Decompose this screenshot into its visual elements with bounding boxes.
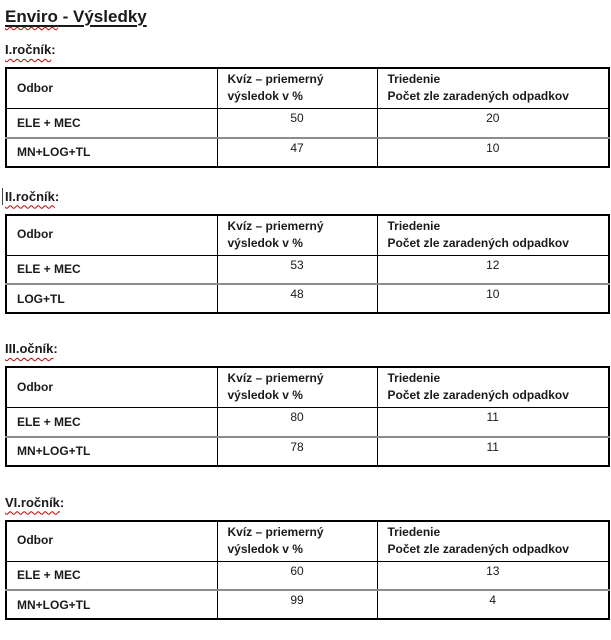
results-table-rocnik-2 bbox=[5, 214, 610, 315]
header-label: Kvíz – priemerný bbox=[227, 524, 324, 539]
header-label: Kvíz – priemerný bbox=[227, 72, 324, 86]
document-title[interactable] bbox=[5, 7, 611, 27]
header-label: výsledok v % bbox=[227, 89, 303, 103]
cell-quiz-value[interactable]: 50 bbox=[217, 109, 377, 138]
header-label: výsledok v % bbox=[227, 388, 303, 402]
section-heading-text: I.ročník bbox=[5, 42, 52, 57]
cell-quiz-value[interactable]: 48 bbox=[217, 284, 377, 313]
column-header-kviz[interactable] bbox=[217, 68, 377, 109]
table-row bbox=[6, 138, 609, 167]
cell-triedenie-value[interactable]: 13 bbox=[377, 561, 609, 590]
table-header-row bbox=[6, 215, 609, 256]
cell-triedenie-value[interactable]: 10 bbox=[377, 284, 609, 313]
cell-odbor[interactable]: MN+LOG+TL bbox=[6, 437, 217, 466]
header-label: Počet zle zaradených odpadkov bbox=[387, 388, 569, 402]
header-label: Odbor bbox=[17, 80, 53, 95]
column-header-kviz[interactable] bbox=[217, 367, 377, 408]
column-header-odbor[interactable] bbox=[6, 521, 217, 562]
column-header-kviz[interactable] bbox=[217, 215, 377, 256]
header-label: Počet zle zaradených odpadkov bbox=[387, 541, 569, 556]
cell-odbor[interactable]: ELE + MEC bbox=[6, 255, 217, 284]
section-heading-colon: : bbox=[59, 494, 65, 510]
table-row bbox=[6, 255, 609, 284]
cell-triedenie-value[interactable]: 11 bbox=[377, 437, 609, 466]
results-table-rocnik-4 bbox=[5, 520, 610, 621]
column-header-triedenie[interactable] bbox=[377, 68, 609, 109]
cell-odbor[interactable]: ELE + MEC bbox=[6, 109, 217, 138]
header-label: Triedenie bbox=[387, 524, 441, 539]
cell-quiz-value[interactable]: 99 bbox=[217, 590, 377, 619]
header-label: Triedenie bbox=[387, 72, 441, 86]
header-label: Kvíz – priemerný bbox=[227, 218, 324, 233]
table-row bbox=[6, 590, 609, 619]
section-heading-rocnik-3[interactable] bbox=[5, 341, 611, 357]
header-label: Kvíz – priemerný bbox=[227, 371, 324, 385]
column-header-odbor[interactable] bbox=[6, 68, 217, 109]
column-header-odbor[interactable] bbox=[6, 367, 217, 408]
column-header-triedenie[interactable] bbox=[377, 215, 609, 256]
table-header-row bbox=[6, 367, 609, 408]
section-heading-rocnik-1[interactable] bbox=[5, 42, 611, 58]
section-heading-text: III.očník bbox=[5, 341, 54, 356]
cell-odbor[interactable]: ELE + MEC bbox=[6, 561, 217, 590]
table-row bbox=[6, 561, 609, 590]
table-row bbox=[6, 284, 609, 313]
table-row bbox=[6, 408, 609, 437]
table-header-row bbox=[6, 68, 609, 109]
cell-triedenie-value[interactable]: 10 bbox=[377, 138, 609, 167]
header-label: Odbor bbox=[17, 533, 53, 547]
cell-quiz-value[interactable]: 60 bbox=[217, 561, 377, 590]
title-rest: - Výsledky bbox=[57, 7, 147, 26]
header-label: výsledok v % bbox=[227, 541, 303, 556]
section-heading-text: VI.ročník bbox=[5, 494, 60, 510]
cell-quiz-value[interactable]: 78 bbox=[217, 437, 377, 466]
section-heading-colon: : bbox=[53, 341, 58, 356]
section-heading-rocnik-4[interactable] bbox=[5, 495, 611, 511]
table-row bbox=[6, 109, 609, 138]
column-header-triedenie[interactable] bbox=[377, 521, 609, 562]
column-header-kviz[interactable] bbox=[217, 521, 377, 562]
column-header-odbor[interactable] bbox=[6, 215, 217, 256]
cell-quiz-value[interactable]: 47 bbox=[217, 138, 377, 167]
results-table-rocnik-3 bbox=[5, 366, 610, 467]
header-label: Triedenie bbox=[387, 218, 441, 233]
section-heading-text: II.ročník bbox=[5, 188, 55, 204]
cell-odbor[interactable]: LOG+TL bbox=[6, 284, 217, 313]
cell-quiz-value[interactable]: 80 bbox=[217, 408, 377, 437]
cell-odbor[interactable]: ELE + MEC bbox=[6, 408, 217, 437]
cell-triedenie-value[interactable]: 12 bbox=[377, 255, 609, 284]
header-label: Triedenie bbox=[387, 371, 441, 385]
title-misspelled-word: Enviro bbox=[5, 7, 58, 26]
column-header-triedenie[interactable] bbox=[377, 367, 609, 408]
cell-quiz-value[interactable]: 53 bbox=[217, 255, 377, 284]
header-label: výsledok v % bbox=[227, 235, 303, 250]
cell-triedenie-value[interactable]: 20 bbox=[377, 109, 609, 138]
section-heading-rocnik-2[interactable] bbox=[5, 189, 611, 205]
header-label: Odbor bbox=[17, 379, 53, 394]
cell-odbor[interactable]: MN+LOG+TL bbox=[6, 138, 217, 167]
results-table-rocnik-1 bbox=[5, 67, 610, 168]
cell-triedenie-value[interactable]: 4 bbox=[377, 590, 609, 619]
header-label: Počet zle zaradených odpadkov bbox=[387, 89, 569, 103]
header-label: Počet zle zaradených odpadkov bbox=[387, 235, 569, 250]
section-heading-colon: : bbox=[54, 188, 60, 204]
text-cursor bbox=[2, 188, 3, 205]
cell-triedenie-value[interactable]: 11 bbox=[377, 408, 609, 437]
cell-odbor[interactable]: MN+LOG+TL bbox=[6, 590, 217, 619]
header-label: Odbor bbox=[17, 227, 53, 241]
title-underline bbox=[5, 7, 147, 26]
table-header-row bbox=[6, 521, 609, 562]
section-heading-colon: : bbox=[51, 42, 56, 57]
table-row bbox=[6, 437, 609, 466]
